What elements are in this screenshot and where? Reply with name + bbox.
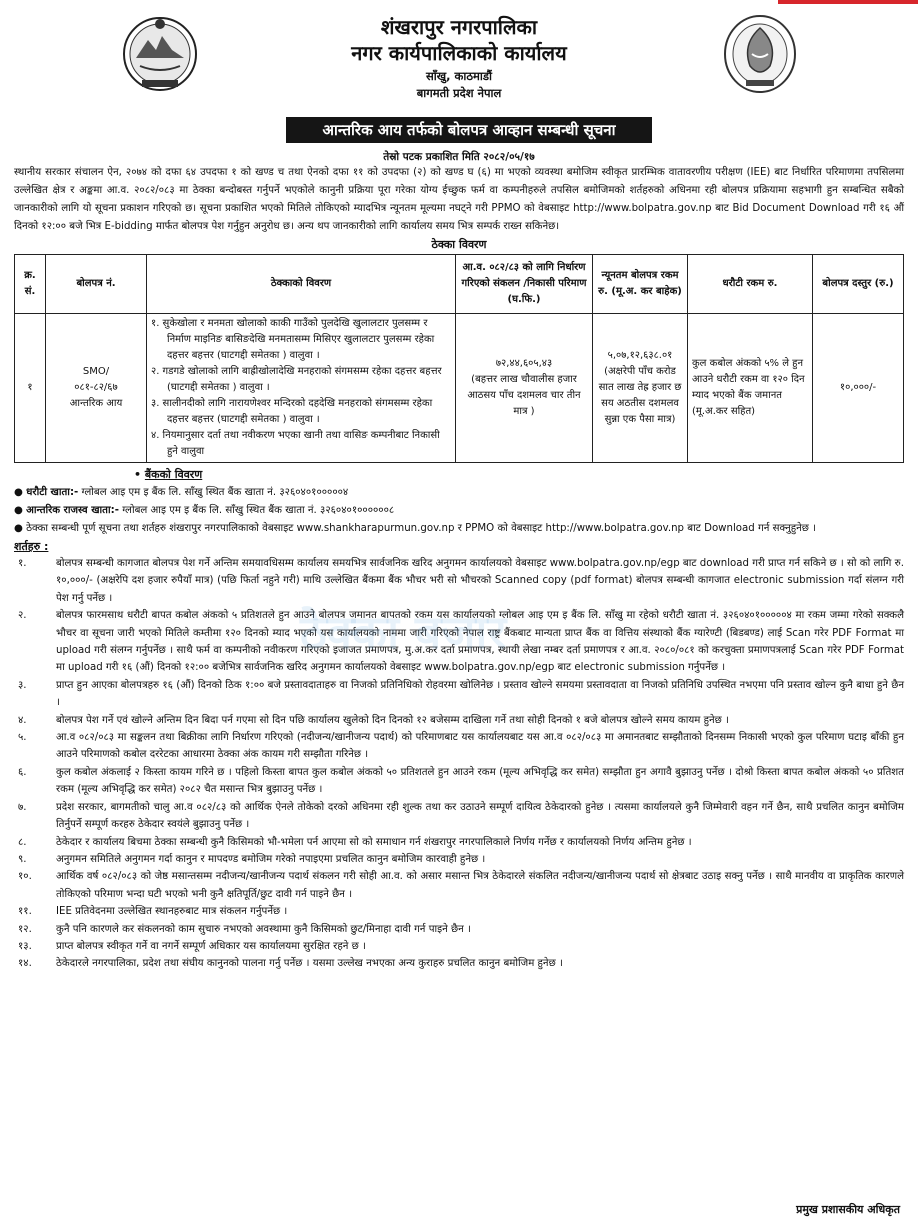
term-text: ठेकेदारले नगरपालिका, प्रदेश तथा संघीय कानुनको पालना गर्नु पर्नेछ । यसमा उल्लेख नभएका अन्य कुराहरु प्रचलित कानुन बमोजिम हुनेछ ।: [56, 958, 563, 970]
deposit-account: ● धरौटी खाता:- ग्लोबल आइ एम इ बैंक लि. साँखु स्थित बैंक खाता नं. ३२६०४०१०००००४: [14, 487, 349, 498]
term-item: [14, 729, 904, 764]
revenue-account-label: आन्तरिक राजस्व खाता:-: [26, 505, 119, 516]
min-amount-words: (अक्षरेपी पाँच करोड सात लाख तेह्र हजार छ सय अठतीस दशमलव सुन्ना एक पैसा मात्र): [598, 366, 682, 425]
term-text: आर्थिक वर्ष ०८२/०८३ को जेष्ठ मसान्तसम्म नदीजन्य/खानीजन्य पदार्थ संकलन गरी सोही आ.व. को असार मसान्त भित्र ठेकेदारले संकलित नदीजन्य/खानीजन्य पदार्थ सो क्षेत्रबाट उठाइ सक्नु पर्नेछ । साथै मानवीय वा प्राकृतिक कारणले तोकिएको परिमाण भन्दा घटी भएको भनी कुनै क्षतिपूर्ति/छुट दावी गर्न पाइने छैन ।: [56, 871, 904, 900]
term-number: ४.: [18, 714, 27, 726]
term-item: [14, 955, 904, 972]
term-text: अनुगमन समितिले अनुगमन गर्दा कानुन र मापदण्ड बमोजिम गरेको नपाइएमा प्रचलित कानुन बमोजिम कारवाही हुनेछ ।: [56, 853, 486, 865]
download-info-text: ठेक्का सम्बन्धी पूर्ण सूचना तथा शर्तहरु शंखरापुर नगरपालिकाको वेबसाइट www.shankharapurmun.gov.np र PPMO को वेबसाइट http://www.bolpatra.gov.np बाट Download गर्न सक्नुहुनेछ ।: [26, 523, 817, 534]
intro-paragraph: स्थानीय सरकार संचालन ऐन, २०७४ को दफा ६४ उपदफा १ को खण्ड च तथा ऐनको दफा ११ को उपदफा (२) को खण्ड घ (६) मा भएको व्यवस्था बमोजिम स्वीकृत प्रारम्भिक वातावरणीय परीक्षण (IEE) बाट निर्धारित परिमाणमा तपसिलमा उल्लेखित क्षेत्र र अङ्कमा आ.व. २०८२/०८३ मा ठेक्का बन्दोबस्त गर्नुपर्ने भएकोले कानुनी प्रक्रिया पूरा गरेका योग्य ईच्छुक फर्म वा कम्पनीहरुले तपसिल बमोजिमको शर्तहरुको अधिनमा रही बोलपत्र प्रक्रियामा सहभागी हुन सम्बन्धित सबैको जानकारीको लागि यो सूचना प्रकाशन गरिएको छ। सूचना प्रकाशित भएको मितिले तोकिएको म्यादभित्र न्यूनतम मूल्यमा नघट्ने गरी PPMO को वेबसाइट http://www.bolpatra.gov.np बाट Bid Document Download गरी १६ औं दिनको १२:०० बजे भित्र E-bidding मार्फत बोलपत्र पेश गर्नुहुन अनुरोध छ। अन्य थप जानकारीको लागि कार्यालय समय भित्र सम्पर्क राख्न सकिनेछ।: [14, 167, 904, 232]
municipality-name: शंखरापुर नगरपालिका: [380, 15, 538, 39]
term-item: [14, 712, 904, 729]
term-number: ३.: [18, 679, 27, 691]
term-number: २.: [18, 610, 27, 622]
cell-deposit: कुल कबोल अंकको ५% ले हुन आउने धरौटी रकम वा १२० दिन म्याद भएको बैंक जमानत (मू.अ.कर सहित): [688, 314, 813, 463]
cell-quantity: [456, 314, 593, 463]
publish-date: तेस्रो पटक प्रकाशित मिति २०८२/०५/१७: [383, 151, 535, 163]
table-caption: ठेक्का विवरण: [431, 238, 487, 251]
notice-title-banner: आन्तरिक आय तर्फको बोलपत्र आव्हान सम्बन्धी सूचना: [286, 117, 652, 143]
bid-no-line: आन्तरिक आय: [69, 398, 123, 409]
work-item: १. सुकेखोला र मनमता खोलाको काकी गाउँको पुलदेखि खुलालटार पुलसम्म र निर्माण माइनिङ बासिङदेखि मनमतासम्म मिसिएर खुलालटार पुलसम्म रहेका दहत्तर बहत्तर (घाटगद्दी समेतका ) वालुवा ।: [151, 318, 435, 361]
terms-title: शर्तहरु :: [14, 540, 49, 553]
watermark: ठेक्का बजार: [300, 605, 507, 659]
work-item: २. गडगडे खोलाको लागि बाह्रीखोलादेखि मनहराको संगमसम्म रहेका दहत्तर बहत्तर (घाटगद्दी समेतका ) वालुवा ।: [151, 366, 442, 393]
cell-min-amount: [593, 314, 688, 463]
deposit-account-label: धरौटी खाता:-: [26, 487, 79, 498]
header-fee: बोलपत्र दस्तुर (रु.): [813, 255, 904, 314]
min-amount-value: ५,०७,१२,६३८.०१: [607, 350, 673, 361]
term-item: [14, 834, 904, 851]
signature-title: प्रमुख प्रशासकीय अधिकृत: [796, 1203, 900, 1216]
quantity-words: (बहत्तर लाख चौवालीस हजार आठसय पाँच दशमलव चार तीन मात्र ): [467, 374, 581, 417]
term-number: १.: [18, 558, 27, 569]
header-sn: क्र. सं.: [15, 255, 46, 314]
province-name: बागमती प्रदेश नेपाल: [416, 86, 502, 100]
revenue-account-value: ग्लोबल आइ एम इ बैंक लि. साँखु स्थित बैंक खाता नं. ३२६०४०१००००००८: [122, 505, 395, 516]
contract-details-table: [14, 254, 904, 463]
term-number: १०.: [18, 871, 32, 883]
term-text: बोलपत्र फारमसाथ धरौटी बापत कबोल अंकको ५ प्रतिशतले हुन आउने बोलपत्र जमानत बापतको रकम यस कार्यालयको ग्लोबल आइ एम इ बैंक लि. साँखु मा रहेको धरौटी खाता नं. ३२६०४०१०००००४ मा रकम जम्मा गरेको सक्कलै भौचर वा सूचना जारी भएको मितिले कम्तीमा १२० दिनको म्याद भएको यस कार्यालयको नाममा जारी गरिएको नेपाल राष्ट्र बैंकबाट मान्यता प्राप्त बैंक वा वित्तिय संस्थाको बैंक ग्यारेण्टी (बिडबण्ड) लाई Scan गरेर PDF Format मा upload गरी संलग्न गर्नुपर्नेछ । साथै फर्म वा कम्पनीको नवीकरण गरिएको इजाजत प्रमाणपत्र, मु.अ.कर दर्ता प्रमाणपत्र, स्थायी लेखा नम्बर दर्ता प्रमाणपत्र र आ.व. २०८०/०८१ को करचुक्ता प्रमाणपत्रलाई Scan गरेर PDF Format मा upload गरी १६ (औं) दिनको १२:०० बजेभित्र सार्वजनिक खरिद अनुगमन कार्यालयको वेबसाइट www.bolpatra.gov.np/egp बाट electronic submission गर्नुपर्नेछ ।: [56, 610, 904, 674]
term-item: [14, 921, 904, 938]
work-item: ३. सालीनदीको लागि नारायणेश्वर मन्दिरको दहदेखि मनहराको संगमसम्म रहेका दहत्तर बहत्तर (घाटगद्दी समेतका ) वालुवा ।: [151, 398, 433, 425]
bid-no-line: SMO/: [82, 366, 110, 377]
header-bid-no: बोलपत्र नं.: [46, 255, 147, 314]
term-text: कुनै पनि कारणले कर संकलनको काम सुचारु नभएको अवस्थामा कुनै किसिमको छुट/मिनाहा दावी गर्न पाइने छैन ।: [56, 923, 471, 935]
term-text: आ.व ०८२/०८३ मा सङ्कलन तथा बिक्रीका लागि निर्धारण गरिएको (नदीजन्य/खानीजन्य पदार्थ) को परिमाणबाट यस कार्यालयबाट यस आ.व ०८२/०८३ मा अमानतबाट सम्झौताको दिनसम्म निकासी भएको कुल परिमाण घटाइ बाँकी हुन आउने परिमाणको कबोल दररेटका आधारमा ठेक्का अंक कायम गरी सम्झौता गरिनेछ ।: [56, 732, 904, 761]
revenue-account: ● आन्तरिक राजस्व खाता:- ग्लोबल आइ एम इ बैंक लि. साँखु स्थित बैंक खाता नं. ३२६०४०१००००००८: [14, 505, 395, 516]
term-text: प्रदेश सरकार, बागमतीको चालु आ.व ०८२/८३ को आर्थिक ऐनले तोकेको दरको अधिनमा रही शुल्क तथा कर उठाउने सम्पूर्ण दायित्व ठेकेदारको हुनेछ । त्यसमा कार्यालयले कुनै जिम्मेवारी वहन गर्ने छैन, साथै प्रचलित कानुन बमोजिम तिर्नुपर्ने सम्पूर्ण करहरु ठेकेदार स्वयंले बुझाउनु पर्नेछ ।: [56, 801, 904, 831]
cell-sn: १: [15, 314, 46, 463]
term-item: [14, 851, 904, 868]
cell-bid-no: [46, 314, 147, 463]
header-quantity: आ.व. ०८२/८३ को लागि निर्धारण गरिएको संकलन /निकासी परिमाण (घ.फि.): [456, 255, 593, 314]
term-item: [14, 868, 904, 903]
term-text: प्राप्त हुन आएका बोलपत्रहरु १६ (औं) दिनको ठिक १:०० बजे प्रस्तावदाताहरु वा निजको प्रतिनिधिको रोहवरमा खोलिनेछ । प्रस्ताव खोल्ने समयमा प्रस्तावदाता वा निजको प्रतिनिधि उपस्थित नभएमा पनि प्रस्ताव खोल्न कुनै बाधा हुने छैन ।: [56, 679, 904, 709]
quantity-value: ७२,४४,६०५,४३: [495, 358, 553, 369]
header-deposit: धरौटी रकम रु.: [688, 255, 813, 314]
term-number: ९.: [18, 853, 27, 865]
term-text: प्राप्त बोलपत्र स्वीकृत गर्ने वा नगर्ने सम्पूर्ण अधिकार यस कार्यालयमा सुरक्षित रहने छ ।: [56, 940, 366, 952]
bid-no-line: ०८१-८२/६७: [74, 382, 118, 393]
term-item: [14, 799, 904, 834]
table-header-row: [15, 255, 904, 314]
table-row: [15, 314, 904, 463]
term-number: ८.: [18, 836, 27, 848]
work-item: ४. नियमानुसार दर्ता तथा नवीकरण भएका खानी तथा वासिङ कम्पनीबाट निकासी हुने वालुवा: [151, 430, 440, 457]
cell-fee: १०,०००/-: [813, 314, 904, 463]
term-item: [14, 938, 904, 955]
header-min-amount: न्यूनतम बोलपत्र रकम रु. (मू.अ. कर बाहेक): [593, 255, 688, 314]
term-number: ६.: [18, 766, 27, 778]
term-number: ५.: [18, 732, 27, 744]
header-description: ठेक्काको विवरण: [147, 255, 456, 314]
term-number: १२.: [18, 923, 32, 935]
term-item: [14, 903, 904, 920]
header: [14, 0, 904, 148]
term-number: ११.: [18, 906, 32, 918]
term-text: बोलपत्र सम्बन्धी कागजात बोलपत्र पेश गर्ने अन्तिम समयावधिसम्म कार्यालय समयभित्र सार्वजनिक खरिद अनुगमन कार्यालयको वेबसाइट www.bolpatra.gov.np/egp बाट download गरी प्राप्त गर्न सकिने छ । सो को लागि रु. १०,०००/- (अक्षरेपि दश हजार रुपैयाँ मात्र) (पछि फिर्ता नहुने गरी) माथि उल्लेखित बैंकमा बैंक भौचर भरी सो भौचरको Scanned copy (pdf format) बोलपत्र सम्बन्धी कागजात electronic submission गर्दा संलग्न गरी पेश गर्नु पर्नेछ ।: [56, 558, 904, 604]
term-text: बोलपत्र पेश गर्ने एवं खोल्ने अन्तिम दिन बिदा पर्न गएमा सो दिन पछि कार्यालय खुलेको दिन दिनको १२ बजेसम्म दाखिला गर्ने तथा सोही दिनको १ बजे बोलपत्र खोल्ने समय कायम हुनेछ ।: [56, 714, 729, 726]
term-text: ठेकेदार र कार्यालय बिचमा ठेक्का सम्बन्धी कुनै किसिमको भौ-भमेला पर्न आएमा सो को समाधान गर्न शंखरापुर नगरपालिकाले निर्णय गर्नेछ र कार्यालयको निर्णय अन्तिम हुनेछ ।: [56, 836, 692, 848]
download-info: ● ठेक्का सम्बन्धी पूर्ण सूचना तथा शर्तहरु शंखरापुर नगरपालिकाको वेबसाइट www.shankharapurmun.gov.np र PPMO को वेबसाइट http://www.bolpatra.gov.np बाट Download गर्न सक्नुहुनेछ ।: [14, 523, 817, 534]
term-item: [14, 677, 904, 712]
term-number: १३.: [18, 940, 32, 952]
deposit-account-value: ग्लोबल आइ एम इ बैंक लि. साँखु स्थित बैंक खाता नं. ३२६०४०१०००००४: [81, 487, 349, 498]
office-location: साँखु, काठमाडौं: [425, 69, 492, 83]
bank-section-title: • बैंकको विवरण: [134, 468, 203, 481]
cell-description: [147, 314, 456, 463]
bank-title-text: बैंकको विवरण: [144, 468, 203, 481]
term-number: १४.: [18, 958, 32, 970]
term-text: कुल कबोल अंकलाई २ किस्ता कायम गरिने छ । पहिलो किस्ता बापत कुल कबोल अंकको ५० प्रतिशतले हुन आउने रकम (मूल्य अभिवृद्धि कर समेत) सम्झौता हुन अगावै बुझाउनु पर्नेछ । दोश्रो किस्ता बापत कबोल अंकको ५० प्रतिशत रकम (मूल्य अभिवृद्धि कर समेत) २०८२ चैत मसान्त भित्र बुझाउनु पर्नेछ ।: [56, 766, 904, 796]
office-name: नगर कार्यपालिकाको कार्यालय: [351, 41, 567, 65]
term-item: [14, 764, 904, 799]
term-number: ७.: [18, 801, 27, 813]
term-text: IEE प्रतिवेदनमा उल्लेखित स्थानहरुबाट मात्र संकलन गर्नुपर्नेछ ।: [56, 906, 288, 918]
